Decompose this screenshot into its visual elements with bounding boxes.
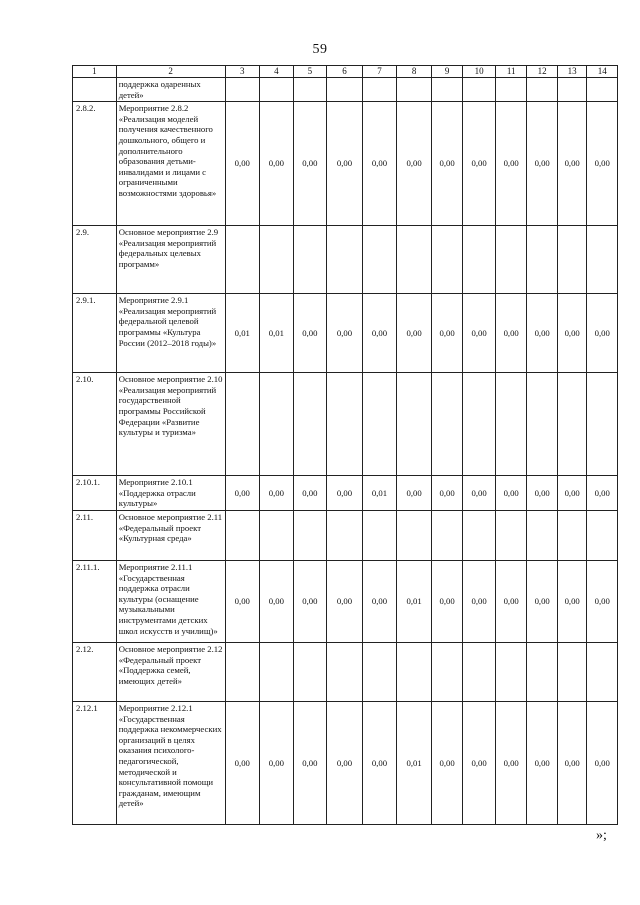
value-cell: [293, 642, 327, 701]
value-cell: [327, 510, 363, 560]
table-row: [73, 642, 618, 701]
value-cell: [260, 373, 294, 476]
closing-quote-mark: »;: [596, 828, 607, 843]
value-cell: 0,01: [362, 476, 397, 511]
value-cell: [431, 78, 463, 102]
value-cell: [587, 78, 618, 102]
value-cell: [463, 78, 496, 102]
value-cell: 0,00: [495, 701, 527, 824]
value-cell: 0,00: [293, 476, 327, 511]
value-cell: 0,00: [587, 476, 618, 511]
column-header: 4: [260, 66, 294, 78]
value-cell: 0,00: [527, 102, 558, 226]
value-cell: 0,00: [293, 102, 327, 226]
row-code: 2.10.1.: [73, 476, 117, 511]
value-cell: [557, 373, 586, 476]
row-code: 2.8.2.: [73, 102, 117, 226]
value-cell: [587, 373, 618, 476]
value-cell: 0,00: [431, 476, 463, 511]
column-header: 11: [495, 66, 527, 78]
value-cell: 0,00: [431, 560, 463, 642]
value-cell: [293, 510, 327, 560]
value-cell: [225, 642, 260, 701]
column-header: 14: [587, 66, 618, 78]
value-cell: [527, 510, 558, 560]
row-code: 2.11.1.: [73, 560, 117, 642]
value-cell: [362, 373, 397, 476]
value-cell: 0,00: [587, 560, 618, 642]
value-cell: [495, 510, 527, 560]
value-cell: 0,00: [557, 102, 586, 226]
value-cell: 0,00: [327, 476, 363, 511]
column-header: 1: [73, 66, 117, 78]
value-cell: [431, 510, 463, 560]
value-cell: [397, 642, 432, 701]
value-cell: 0,00: [293, 560, 327, 642]
value-cell: [431, 226, 463, 294]
row-code: 2.12.: [73, 642, 117, 701]
row-description: Основное мероприятие 2.11 «Федеральный проект «Культурная среда»: [116, 510, 225, 560]
value-cell: 0,00: [431, 701, 463, 824]
value-cell: [260, 642, 294, 701]
value-cell: 0,00: [397, 476, 432, 511]
row-description: Основное мероприятие 2.12 «Федеральный проект «Поддержка семей, имеющих детей»: [116, 642, 225, 701]
value-cell: [431, 642, 463, 701]
value-cell: 0,00: [557, 701, 586, 824]
row-code: 2.12.1: [73, 701, 117, 824]
column-header: 2: [116, 66, 225, 78]
column-header: 12: [527, 66, 558, 78]
value-cell: 0,00: [495, 476, 527, 511]
value-cell: [327, 78, 363, 102]
value-cell: [557, 510, 586, 560]
value-cell: [527, 78, 558, 102]
value-cell: 0,00: [260, 102, 294, 226]
column-header: 9: [431, 66, 463, 78]
value-cell: [293, 78, 327, 102]
value-cell: 0,00: [327, 102, 363, 226]
value-cell: 0,01: [397, 560, 432, 642]
value-cell: 0,00: [225, 560, 260, 642]
value-cell: [362, 642, 397, 701]
value-cell: 0,00: [362, 102, 397, 226]
column-header: 10: [463, 66, 496, 78]
value-cell: [587, 642, 618, 701]
value-cell: [397, 78, 432, 102]
value-cell: 0,00: [260, 560, 294, 642]
value-cell: [327, 226, 363, 294]
value-cell: 0,00: [587, 701, 618, 824]
value-cell: 0,00: [225, 476, 260, 511]
value-cell: 0,00: [327, 294, 363, 373]
value-cell: [527, 642, 558, 701]
value-cell: [362, 510, 397, 560]
row-description: Основное мероприятие 2.10 «Реализация мероприятий государственной программы Российской Федерации «Развитие культуры и туризма»: [116, 373, 225, 476]
value-cell: [463, 226, 496, 294]
value-cell: [431, 373, 463, 476]
column-header: 13: [557, 66, 586, 78]
value-cell: [225, 226, 260, 294]
value-cell: 0,00: [463, 294, 496, 373]
value-cell: 0,00: [495, 102, 527, 226]
row-code: 2.11.: [73, 510, 117, 560]
row-code: 2.9.: [73, 226, 117, 294]
value-cell: 0,00: [431, 102, 463, 226]
value-cell: [327, 642, 363, 701]
value-cell: 0,00: [527, 476, 558, 511]
row-description: Мероприятие 2.10.1 «Поддержка отрасли культуры»: [116, 476, 225, 511]
value-cell: [397, 226, 432, 294]
value-cell: 0,00: [495, 294, 527, 373]
row-description: Основное мероприятие 2.9 «Реализация мероприятий федеральных целевых программ»: [116, 226, 225, 294]
value-cell: [587, 510, 618, 560]
value-cell: 0,00: [557, 294, 586, 373]
table-row: [73, 102, 618, 226]
budget-table: [72, 65, 618, 825]
value-cell: 0,00: [225, 102, 260, 226]
value-cell: 0,00: [225, 701, 260, 824]
value-cell: [225, 510, 260, 560]
column-header: 7: [362, 66, 397, 78]
table-row: [73, 476, 618, 511]
table-row: [73, 78, 618, 102]
value-cell: 0,00: [587, 294, 618, 373]
value-cell: [260, 78, 294, 102]
page-number: 59: [312, 42, 328, 57]
table-row: [73, 226, 618, 294]
value-cell: 0,00: [527, 701, 558, 824]
column-header: 8: [397, 66, 432, 78]
value-cell: 0,00: [495, 560, 527, 642]
value-cell: 0,00: [260, 476, 294, 511]
value-cell: [527, 373, 558, 476]
value-cell: [293, 226, 327, 294]
value-cell: 0,00: [527, 294, 558, 373]
value-cell: 0,00: [327, 560, 363, 642]
value-cell: 0,00: [293, 294, 327, 373]
value-cell: 0,00: [327, 701, 363, 824]
row-description: Мероприятие 2.12.1 «Государственная поддержка некоммерческих организаций в целях оказания психолого-педагогической, методической и консультативной помощи гражданам, имеющим детей»: [116, 701, 225, 824]
value-cell: 0,00: [557, 476, 586, 511]
value-cell: 0,00: [431, 294, 463, 373]
table-row: [73, 701, 618, 824]
value-cell: 0,00: [362, 294, 397, 373]
value-cell: [260, 510, 294, 560]
value-cell: 0,00: [463, 701, 496, 824]
column-header: 3: [225, 66, 260, 78]
value-cell: [463, 510, 496, 560]
value-cell: [495, 642, 527, 701]
value-cell: 0,00: [260, 701, 294, 824]
row-code: 2.10.: [73, 373, 117, 476]
value-cell: [495, 226, 527, 294]
table-row: [73, 373, 618, 476]
value-cell: 0,00: [557, 560, 586, 642]
value-cell: [557, 642, 586, 701]
value-cell: [557, 78, 586, 102]
value-cell: [397, 373, 432, 476]
value-cell: 0,01: [260, 294, 294, 373]
table-row: [73, 560, 618, 642]
value-cell: 0,00: [463, 560, 496, 642]
value-cell: 0,00: [362, 701, 397, 824]
value-cell: [527, 226, 558, 294]
value-cell: [327, 373, 363, 476]
value-cell: 0,00: [293, 701, 327, 824]
value-cell: [495, 373, 527, 476]
table-header-row: [73, 66, 618, 78]
row-code: [73, 78, 117, 102]
value-cell: [362, 226, 397, 294]
value-cell: 0,00: [362, 560, 397, 642]
value-cell: 0,00: [397, 102, 432, 226]
value-cell: 0,01: [397, 701, 432, 824]
value-cell: [557, 226, 586, 294]
value-cell: 0,00: [587, 102, 618, 226]
value-cell: [463, 373, 496, 476]
value-cell: [260, 226, 294, 294]
row-description: Мероприятие 2.11.1 «Государственная поддержка отрасли культуры (оснащение музыкальными инструментами детских школ искусств и училищ)»: [116, 560, 225, 642]
table-row: [73, 294, 618, 373]
row-description: Мероприятие 2.9.1 «Реализация мероприятий федеральной целевой программы «Культура России (2012–2018 годы)»: [116, 294, 225, 373]
value-cell: 0,01: [225, 294, 260, 373]
value-cell: [362, 78, 397, 102]
value-cell: [397, 510, 432, 560]
value-cell: [587, 226, 618, 294]
value-cell: 0,00: [463, 102, 496, 226]
column-header: 5: [293, 66, 327, 78]
value-cell: 0,00: [463, 476, 496, 511]
value-cell: [293, 373, 327, 476]
table-row: [73, 510, 618, 560]
value-cell: [463, 642, 496, 701]
value-cell: [225, 78, 260, 102]
value-cell: 0,00: [397, 294, 432, 373]
value-cell: 0,00: [527, 560, 558, 642]
value-cell: [225, 373, 260, 476]
column-header: 6: [327, 66, 363, 78]
row-description: поддержка одаренных детей»: [116, 78, 225, 102]
row-description: Мероприятие 2.8.2 «Реализация моделей получения качественного дошкольного, общего и дополнительного образования детьми-инвалидами и лицами с ограниченными возможностями здоровья»: [116, 102, 225, 226]
row-code: 2.9.1.: [73, 294, 117, 373]
value-cell: [495, 78, 527, 102]
